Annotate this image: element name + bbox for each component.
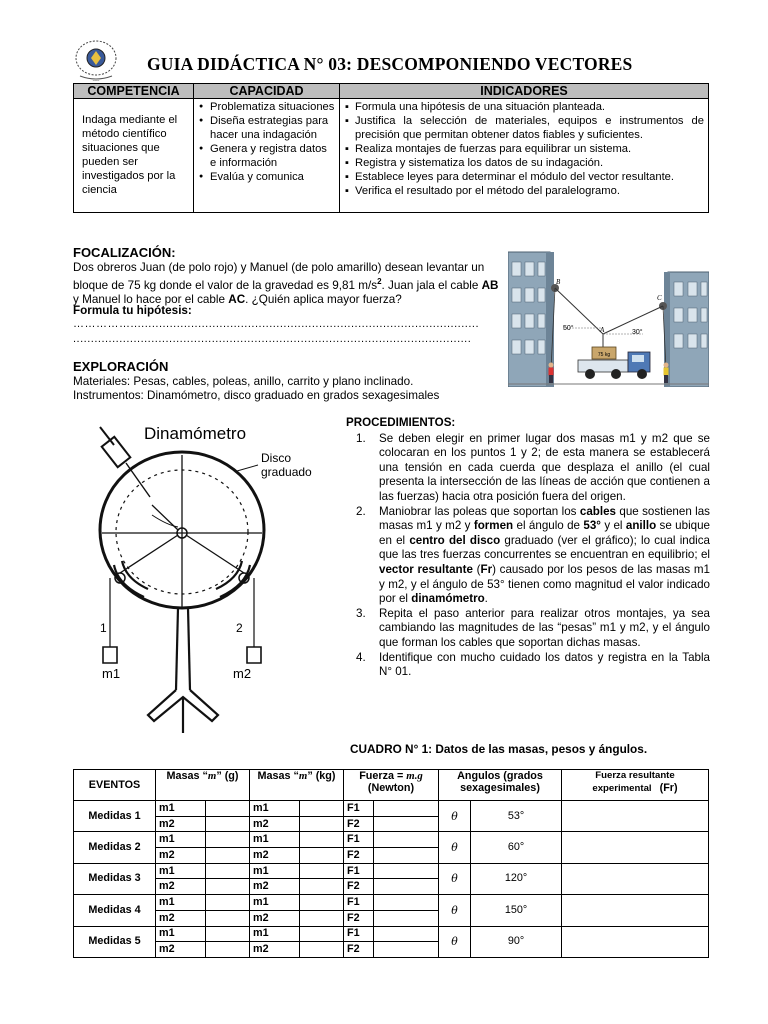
mass-kg-label: m1 <box>250 832 300 848</box>
hypothesis-line-2: ................................................................................................................ <box>73 333 472 345</box>
workers-pulling-block-illustration <box>508 244 709 387</box>
evento-cell: Medidas 4 <box>74 895 156 926</box>
step-number: 2. <box>356 504 366 518</box>
step-text: Maniobrar las poleas que soportan los <box>379 504 580 518</box>
mass-g-value[interactable] <box>206 848 250 864</box>
svg-text:~~~: ~~~ <box>92 78 100 83</box>
step-text: el ángulo de <box>513 519 584 533</box>
point-a-label: A <box>600 326 605 334</box>
mass-1-label: m1 <box>102 666 121 681</box>
header-text: sexagesimales) <box>460 782 540 794</box>
indicador-item: ▪ Verifica el resultado por el método del paralelogramo. <box>344 184 704 198</box>
force-label: F1 <box>344 832 374 848</box>
indicador-item: ▪ Formula una hipótesis de una situación planteada. <box>344 100 704 114</box>
step-bold: centro del disco <box>409 533 501 547</box>
step-text: ( <box>472 562 481 576</box>
mass-kg-value[interactable] <box>300 848 344 864</box>
force-value[interactable] <box>374 895 439 911</box>
header-text: ” (kg) <box>307 770 336 782</box>
angle-right-label: 30° <box>632 329 643 336</box>
header-text: Fuerza = <box>359 770 407 782</box>
step-bold: vector resultante <box>379 562 473 576</box>
header-fuerza-resultante <box>562 770 709 801</box>
header-text: Angulos (grados <box>457 770 543 782</box>
mass-g-value[interactable] <box>206 816 250 832</box>
capacidad-item: ● Evalúa y comunica <box>198 170 335 184</box>
force-label: F2 <box>344 848 374 864</box>
mass-g-label: m1 <box>156 832 206 848</box>
capacidad-item: ● Problematiza situaciones <box>198 100 335 114</box>
force-value[interactable] <box>374 863 439 879</box>
mass-kg-label: m2 <box>250 910 300 926</box>
competencia-cell <box>74 99 194 213</box>
cable-ac: AC <box>228 293 246 307</box>
angle-value: 60° <box>471 832 562 863</box>
theta-symbol: θ <box>439 832 471 863</box>
mass-g-label: m1 <box>156 863 206 879</box>
force-label: F1 <box>344 926 374 942</box>
header-angulos <box>439 770 562 801</box>
point-1-label: 1 <box>100 621 107 635</box>
mass-g-label: m2 <box>156 848 206 864</box>
table-title: CUADRO N° 1: Datos de las masas, pesos y ángulos. <box>350 742 648 756</box>
school-crest-logo <box>70 38 122 84</box>
header-text: Fuerza resultante <box>595 770 675 781</box>
step-number: 1. <box>356 431 366 445</box>
angle-left-label: 50° <box>563 325 574 332</box>
header-text: Masas “ <box>166 770 208 782</box>
step-bold: cables <box>579 504 616 518</box>
mass-kg-value[interactable] <box>300 816 344 832</box>
competencia-text: Indaga mediante el método científico situaciones que pueden ser investigados por la ciencia <box>82 113 178 196</box>
mass-g-label: m2 <box>156 942 206 958</box>
force-value[interactable] <box>374 879 439 895</box>
disc-label-2: graduado <box>261 465 312 479</box>
step-text: ) causado por los pesos de las masas m1 y m2, y el ángulo de 53° tienen como magnitud el valor indicado por el <box>379 562 710 606</box>
mass-kg-label: m2 <box>250 942 300 958</box>
mass-g-label: m2 <box>156 879 206 895</box>
step-text: Repita el paso anterior para realizar otros montajes, ya sea cambiando las magnitudes de las “pesas” m1 y m2, y el ángulo que forman los cables que soportan dichas masas. <box>379 606 710 649</box>
mass-g-label: m1 <box>156 895 206 911</box>
mass-kg-value[interactable] <box>300 832 344 848</box>
mass-g-value[interactable] <box>206 879 250 895</box>
cable-ab: AB <box>481 279 499 293</box>
angle-value: 150° <box>471 895 562 926</box>
header-text: (Fr) <box>659 782 678 794</box>
indicador-item: ▪ Establece leyes para determinar el módulo del vector resultante. <box>344 170 704 184</box>
procedures-heading: PROCEDIMIENTOS: <box>346 416 456 429</box>
header-competencia: COMPETENCIA <box>74 84 194 99</box>
header-indicadores: INDICADORES <box>340 84 709 99</box>
data-table <box>73 769 709 958</box>
procedure-step <box>346 432 710 505</box>
point-2-label: 2 <box>236 621 243 635</box>
theta-symbol: θ <box>439 895 471 926</box>
force-label: F2 <box>344 879 374 895</box>
header-text: m <box>298 770 308 782</box>
mass-kg-value[interactable] <box>300 942 344 958</box>
table-row <box>74 895 709 911</box>
step-text: Identifique con mucho cuidado los datos y registra en la Tabla N° 01. <box>379 650 710 679</box>
focalizacion-text <box>73 261 499 308</box>
mass-g-value[interactable] <box>206 942 250 958</box>
mass-kg-value[interactable] <box>300 879 344 895</box>
disc-label-1: Disco <box>261 451 292 465</box>
mass-kg-label: m2 <box>250 879 300 895</box>
instrumentos-text: Instrumentos: Dinamómetro, disco graduado en grados sexagesimales <box>73 389 440 402</box>
materiales-text: Materiales: Pesas, cables, poleas, anillo, carrito y plano inclinado. <box>73 375 414 388</box>
header-text: ” (g) <box>216 770 239 782</box>
mass-kg-label: m2 <box>250 848 300 864</box>
header-text: m <box>207 770 217 782</box>
angle-value: 53° <box>471 801 562 832</box>
evento-cell: Medidas 2 <box>74 832 156 863</box>
table-row <box>74 832 709 848</box>
header-masas-g <box>156 770 250 801</box>
force-label: F1 <box>344 863 374 879</box>
resultant-force-value[interactable] <box>562 801 709 832</box>
mass-kg-label: m1 <box>250 801 300 817</box>
force-label: F2 <box>344 942 374 958</box>
resultant-force-value[interactable] <box>562 926 709 957</box>
hypothesis-line-1: …………….................................................................................................. <box>73 318 480 330</box>
procedure-step <box>346 607 710 651</box>
mass-g-label: m1 <box>156 926 206 942</box>
force-label: F1 <box>344 801 374 817</box>
mass-kg-label: m1 <box>250 863 300 879</box>
force-label: F2 <box>344 910 374 926</box>
procedures-section <box>346 416 710 680</box>
focalizacion-text-4: . ¿Quién aplica mayor fuerza? <box>245 293 402 307</box>
competency-table <box>73 83 709 213</box>
mass-kg-label: m1 <box>250 895 300 911</box>
step-bold: formen <box>473 519 514 533</box>
block-label: 75 kg <box>597 352 611 358</box>
step-text: . <box>484 592 488 606</box>
theta-symbol: θ <box>439 926 471 957</box>
force-value[interactable] <box>374 832 439 848</box>
mass-kg-value[interactable] <box>300 801 344 817</box>
resultant-force-value[interactable] <box>562 863 709 894</box>
procedure-step <box>346 505 710 607</box>
hypothesis-label: Formula tu hipótesis: <box>73 304 192 317</box>
step-number: 3. <box>356 606 366 620</box>
evento-cell: Medidas 1 <box>74 801 156 832</box>
header-fuerza <box>344 770 439 801</box>
resultant-force-value[interactable] <box>562 832 709 863</box>
header-text: Masas “ <box>257 770 299 782</box>
theta-symbol: θ <box>439 863 471 894</box>
table-row <box>74 863 709 879</box>
focalizacion-heading: FOCALIZACIÓN: <box>73 245 176 260</box>
mass-g-value[interactable] <box>206 801 250 817</box>
mass-kg-value[interactable] <box>300 926 344 942</box>
capacidad-item: ● Diseña estrategias para hacer una indagación <box>198 114 335 142</box>
indicadores-cell <box>340 99 709 213</box>
header-text: m.g <box>406 770 423 782</box>
step-text: se ubique en el <box>379 519 710 547</box>
indicador-item: ▪ Justifica la selección de materiales, equipos e instrumentos de precisión que permitan obtener datos fiables y suficientes. <box>344 114 704 142</box>
mass-g-value[interactable] <box>206 926 250 942</box>
dynamometer-label: Dinamómetro <box>144 424 247 443</box>
mass-kg-value[interactable] <box>300 910 344 926</box>
mass-kg-value[interactable] <box>300 863 344 879</box>
step-bold: 53° <box>583 519 601 533</box>
step-text: Se deben elegir en primer lugar dos masas m1 y m2 que se colocaran en los puntos 1 y 2; de esta manera se establecerá una tensión en cada cuerda que desplaza el anillo (el cual presenta la intersección de las líneas de acción que contienen a las fuerzas) hacia otra posición fuera del origen. <box>379 431 710 503</box>
mass-g-label: m2 <box>156 816 206 832</box>
exploracion-heading: EXPLORACIÓN <box>73 359 169 374</box>
force-value[interactable] <box>374 910 439 926</box>
procedure-step <box>346 651 710 680</box>
step-bold: dinamómetro <box>411 592 485 606</box>
force-value[interactable] <box>374 801 439 817</box>
resultant-force-value[interactable] <box>562 895 709 926</box>
mass-g-value[interactable] <box>206 832 250 848</box>
header-text: (Newton) <box>367 782 415 794</box>
evento-cell: Medidas 3 <box>74 863 156 894</box>
evento-cell: Medidas 5 <box>74 926 156 957</box>
force-value[interactable] <box>374 942 439 958</box>
force-value[interactable] <box>374 926 439 942</box>
mass-kg-value[interactable] <box>300 895 344 911</box>
focalizacion-text-3: y Manuel lo hace por el cable <box>73 293 229 307</box>
indicador-item: ▪ Registra y sistematiza los datos de su indagación. <box>344 156 704 170</box>
header-eventos: EVENTOS <box>74 770 156 801</box>
step-text: graduado (ver el gráfico); lo cual indica que las tres fuerzas concurrentes se encuentran en equilibrio; el <box>379 533 710 562</box>
step-number: 4. <box>356 650 366 664</box>
table-row <box>74 801 709 817</box>
table-row <box>74 926 709 942</box>
force-value[interactable] <box>374 848 439 864</box>
indicador-item: ▪ Realiza montajes de fuerzas para equilibrar un sistema. <box>344 142 704 156</box>
capacidad-cell <box>194 99 340 213</box>
header-capacidad: CAPACIDAD <box>194 84 340 99</box>
mass-g-label: m1 <box>156 801 206 817</box>
procedures-list <box>346 432 710 680</box>
mass-g-label: m2 <box>156 910 206 926</box>
force-table-diagram <box>92 415 342 740</box>
point-c-label: C <box>657 294 662 302</box>
mass-g-value[interactable] <box>206 895 250 911</box>
header-text: experimental <box>592 783 652 794</box>
focalizacion-text-2: . Juan jala el cable <box>381 279 482 293</box>
angle-value: 90° <box>471 926 562 957</box>
superscript: 2 <box>377 277 382 287</box>
step-bold: anillo <box>625 519 657 533</box>
mass-kg-label: m2 <box>250 816 300 832</box>
mass-g-value[interactable] <box>206 863 250 879</box>
point-b-label: B <box>556 278 561 286</box>
step-text: que sostienen las masas m1 y m2 y <box>379 504 710 533</box>
mass-2-label: m2 <box>233 666 252 681</box>
header-masas-kg <box>250 770 344 801</box>
step-bold: Fr <box>480 562 493 576</box>
theta-symbol: θ <box>439 801 471 832</box>
step-text: y el <box>600 519 626 533</box>
force-label: F1 <box>344 895 374 911</box>
focalizacion-text-1: Dos obreros Juan (de polo rojo) y Manuel (de polo amarillo) desean levantar un bloque de 75 kg donde el valor de la gravedad es 9,81 m/s <box>73 261 485 293</box>
page-title: GUIA DIDÁCTICA N° 03: DESCOMPONIENDO VECTORES <box>147 54 633 74</box>
force-value[interactable] <box>374 816 439 832</box>
capacidad-item: ● Genera y registra datos e información <box>198 142 335 170</box>
mass-g-value[interactable] <box>206 910 250 926</box>
mass-kg-label: m1 <box>250 926 300 942</box>
angle-value: 120° <box>471 863 562 894</box>
force-label: F2 <box>344 816 374 832</box>
